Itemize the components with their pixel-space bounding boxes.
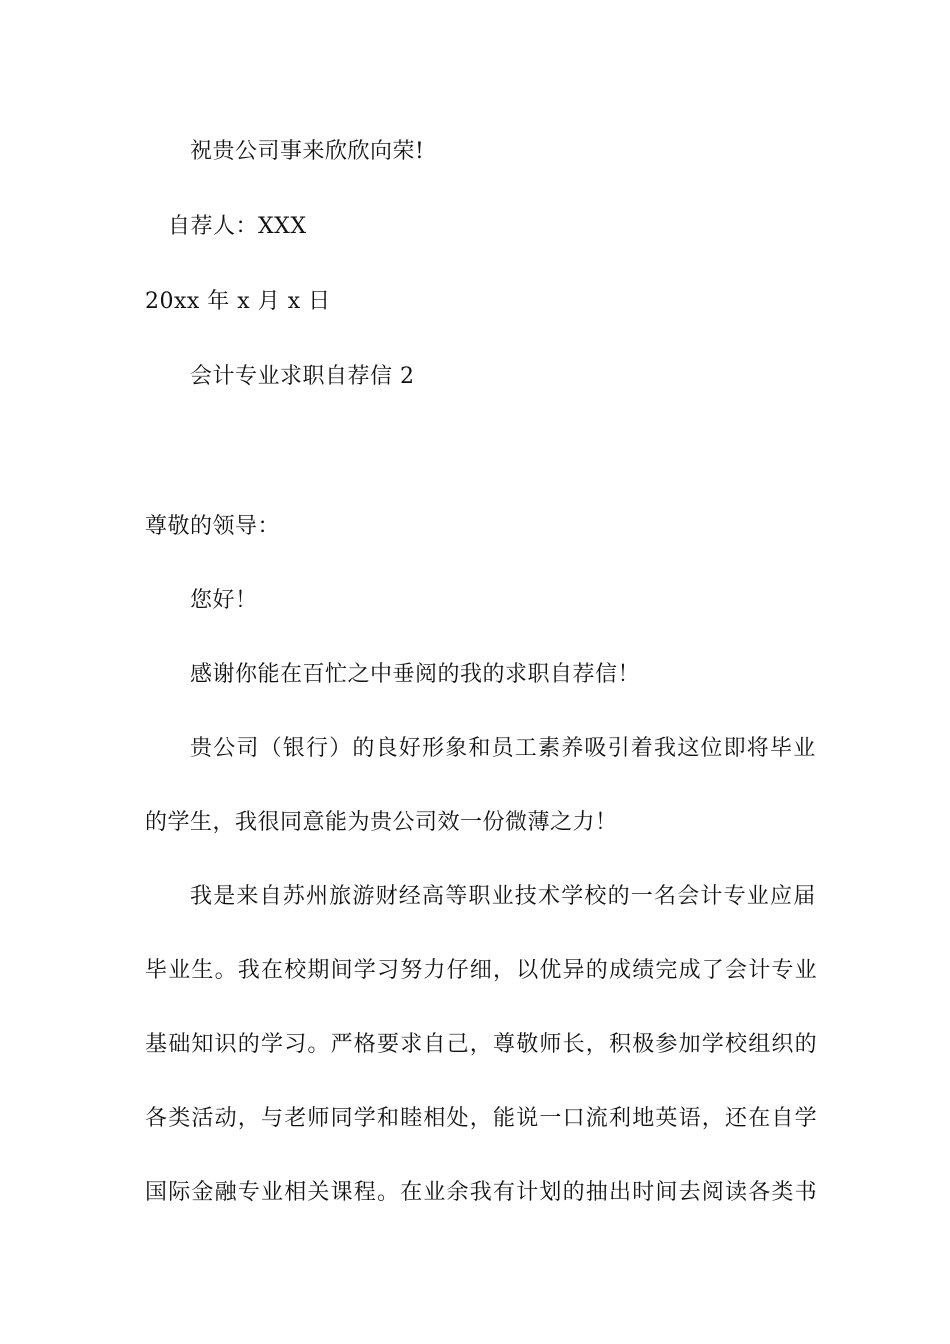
body-line: 的学生，我很同意能为贵公司效一份微薄之力！	[145, 810, 618, 835]
letter-heading: 会计专业求职自荐信 2	[190, 364, 415, 389]
body-line: 各类活动，与老师同学和睦相处，能说一口流利地英语，还在自学	[145, 1106, 818, 1131]
body-line: 感谢你能在百忙之中垂阅的我的求职自荐信！	[190, 662, 641, 687]
body-line: 基础知识的学习。严格要求自己，尊敬师长，积极参加学校组织的	[145, 1032, 818, 1057]
body-line: 国际金融专业相关课程。在业余我有计划的抽出时间去阅读各类书	[145, 1180, 818, 1205]
closing-wish: 祝贵公司事来欣欣向荣!	[190, 139, 425, 164]
salutation: 尊敬的领导：	[145, 514, 281, 539]
signer-line: 自荐人：XXX	[168, 214, 307, 239]
date-line: 20xx 年 x 月 x 日	[145, 289, 331, 314]
body-line: 贵公司（银行）的良好形象和员工素养吸引着我这位即将毕业	[190, 736, 817, 761]
body-line: 我是来自苏州旅游财经高等职业技术学校的一名会计专业应届	[190, 884, 817, 909]
body-line: 毕业生。我在校期间学习努力仔细，以优异的成绩完成了会计专业	[145, 958, 818, 983]
greeting: 您好！	[190, 588, 258, 613]
